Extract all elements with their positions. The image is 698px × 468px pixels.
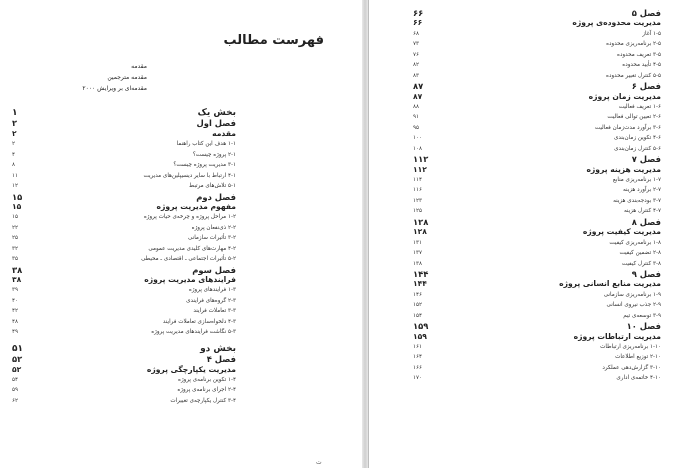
toc-section-row [369,185,698,195]
toc-entry-title: فصل اول [196,118,236,129]
toc-entry-title: مدیریت زمان پروژه [588,91,661,101]
toc-entry-title: فصل ۸ [631,216,661,227]
toc-entry-title: ۲-۹ جذب نیروی انسانی [606,302,661,309]
toc-entry-title: بخش یک [197,108,236,118]
toc-entry-title: مقدمه [212,128,236,138]
intro-list [82,61,147,95]
toc-subject-row [369,332,698,342]
toc-page-number: ۶۶ [413,8,424,18]
intro-item: مقدمه [131,63,147,70]
toc-entry-title: ۱-۴ تکوین برنامه‌ی پروژه [178,376,236,383]
toc-page-number: ۸۸ [413,103,420,110]
toc-page-number: ۱۵۹ [413,321,429,332]
toc-page-number: ۱۲ [12,183,19,190]
toc-entry-title: فصل ۷ [631,154,661,165]
toc-page-number: ۱۱۶ [413,187,423,194]
toc-entry-title: فصل دوم [196,191,236,202]
toc-chapter-row [369,269,698,279]
toc-page-number: ۷۶ [413,51,420,58]
toc-page-number: ۹۱ [413,114,420,121]
toc-section-row [369,363,698,373]
toc-subject-row [369,165,698,175]
toc-entry-title: ۱-۷ برنامه‌ریزی منابع [612,177,661,183]
toc-entry-title: بخش دو [200,343,236,354]
toc-subject-row [0,365,362,375]
toc-entry-title: ۲-۴ اجرای برنامه‌ی پروژه [177,387,236,394]
toc-page-number: ۵۴ [12,376,19,383]
toc-page-number: ۱۶۴ [413,354,423,361]
toc-entry-title: ۵-۱ تلاش‌های مرتبط [189,183,236,190]
toc-entry-title: فرایندهای مدیریت پروژه [144,275,236,284]
toc-entry-title: ۲-۳ گروه‌های فرایندی [186,297,236,304]
toc-section-row [369,60,698,70]
toc-section-row [369,290,698,300]
toc-section-row [0,181,362,191]
toc-page-number: ۱۰۰ [413,135,423,142]
toc-section-row [0,327,362,337]
toc-page-number: ۱۶۱ [413,344,423,350]
toc-page-number: ۱۲۳ [413,197,423,204]
toc-entry-title: ۱-۹ برنامه‌ریزی سازمانی [603,291,661,298]
toc-page-number: ۱۵۹ [413,331,427,341]
toc-chapter-row [369,154,698,164]
toc-page-number: ۲ [12,141,16,148]
toc-entry-title: مدیریت کیفیت پروژه [582,227,661,237]
toc-page-number: ۳۸ [12,264,23,275]
toc-page-number: ۵۲ [12,364,22,374]
toc-section-row [0,139,362,149]
toc-entry-title: ۲-۸ تضمین کیفیت [619,250,661,257]
toc-entry-title: فصل ۵ [631,8,661,18]
toc-page-number: ۶۶ [413,18,423,28]
toc-subject-row [0,202,362,212]
toc-entry-title: مدیریت هزینه پروژه [586,164,661,174]
toc-chapter-row [0,354,362,364]
toc-page-number: ۵۲ [12,354,23,365]
toc-entry-title: ۲-۵ برنامه‌ریزی محدوده [606,41,661,48]
toc-subject-row [0,129,362,139]
toc-entry-title: ۵-۵ کنترل تغییر محدوده [606,72,661,79]
toc-entry-title: فصل ۶ [631,81,661,92]
toc-entry-title: ۳-۱ مدیریت پروژه چیست؟ [173,162,236,169]
toc-page-number: ۱۵ [12,201,22,211]
toc-page-number: ۴۲ [12,308,19,315]
toc-section-row [0,171,362,181]
toc-page-number: ۱۴۴ [413,268,429,279]
toc-page-number: ۱۲۵ [413,208,423,215]
toc-page-number: ۸۳ [413,72,420,79]
toc-page-number: ۱۵۲ [413,302,423,309]
toc-section-row [369,112,698,122]
toc-subject-row [369,92,698,102]
toc-page-number: ۲ [12,128,17,138]
toc-chapter-row [0,118,362,128]
toc-entry-title: ۳-۴ کنترل یکپارچه‌ی تغییرات [170,397,236,404]
toc-page-number: ۱۱۲ [413,154,429,165]
toc-entry-title: ۴-۵ تأیید محدوده [622,62,661,69]
toc-entry-title: ۴-۲ مهارت‌های کلیدی مدیریت عمومی [148,245,236,252]
toc-section-row [369,196,698,206]
toc-page-number: ۵۱ [12,343,23,354]
toc-section-row [369,259,698,269]
toc-entry-title: مدیریت منابع انسانی پروژه [559,279,661,289]
toc-entry-title: ۲-۶ تعیین توالی فعالیت [607,114,661,121]
toc-part-row [0,344,362,354]
toc-page-number: ۸۲ [413,62,420,69]
toc-entry-title: ۴-۷ کنترل هزینه [623,208,661,215]
toc-page-number: ۱۳۱ [413,239,423,246]
toc-page-number: ۱۵۴ [413,312,423,319]
toc-section-row [0,160,362,170]
toc-section-row [0,212,362,222]
toc-entry-title: ۴-۱ ارتباط با سایر دیسیپلین‌های مدیریت [143,172,236,179]
toc-section-row [369,123,698,133]
toc-subject-row [369,18,698,28]
toc-page-number: ۱۳۷ [413,250,423,257]
toc-page-number: ۱۶۶ [413,364,423,371]
toc-entry-title: فصل ۴ [206,354,236,365]
toc-section-row [369,133,698,143]
toc-chapter-row [0,192,362,202]
toc-section-row [0,375,362,385]
toc-page-number: ۱۴۶ [413,291,423,298]
toc-page-number: ۱۱۲ [413,164,427,174]
toc-entry-title: ۱-۱ هدف این کتاب راهنما [176,141,236,148]
toc-page-number: ۱ [12,108,18,118]
toc-chapter-row [369,81,698,91]
toc-entry-title: ۱-۳ فرایندهای پروژه [188,287,236,294]
toc-entry-title: ۵-۲ تأثیرات اجتماعی ـ اقتصادی ـ محیطی [141,256,236,263]
toc-section-row [0,396,362,406]
toc-entry-title: ۵-۳ نگاشت فرایندهای مدیریت پروژه [151,329,236,336]
toc-entry-title: ۳-۱۰ گزارش‌دهی عملکرد [602,364,661,371]
toc-entry-title: ۱-۵ آغاز [642,30,661,37]
toc-entry-title: ۲-۱ پروژه چیست؟ [192,151,236,158]
toc-section-row [0,306,362,316]
toc-page-number: ۳۲ [12,245,19,252]
toc-page-number: ۱۲۸ [413,227,427,237]
toc-entry-title: فصل ۹ [631,268,661,279]
intro-item: مقدمه‌ای بر ویرایش ۲۰۰۰ [82,85,147,93]
toc-section-row [369,175,698,185]
toc-entry-title: ۳-۸ کنترل کیفیت [621,260,661,267]
toc-section-row [369,102,698,112]
toc-chapter-row [0,265,362,275]
toc-page-number: ۶۸ [413,30,420,37]
toc-section-row [369,206,698,216]
intro-item: مقدمه مترجمین [107,74,147,82]
toc-entry-title: مفهوم مدیریت پروژه [156,201,236,211]
toc-section-row [0,285,362,295]
toc-entry-title: ۵-۶ کنترل زمان‌بندی [614,145,661,152]
left-toc-list [0,108,362,406]
toc-entry-title: ۲-۱۰ توزیع اطلاعات [615,354,661,361]
toc-subject-row [369,227,698,237]
toc-page-number: ۱۱۴ [413,177,423,183]
toc-page-number: ۱۳۸ [413,260,423,267]
toc-page-number: ۱۲۸ [413,216,429,227]
toc-part-row [0,108,362,118]
toc-entry-title: مدیریت یکپارچگی پروژه [146,364,236,374]
toc-section-row [0,150,362,160]
toc-entry-title: ۴-۶ تکوین زمان‌بندی [613,135,661,142]
toc-section-row [369,300,698,310]
toc-entry-title: مدیریت ارتباطات پروژه [573,331,661,341]
toc-page-number: ۱۵ [12,191,23,202]
toc-entry-title: ۱-۱۰ برنامه‌ریزی ارتباطات [600,344,661,350]
toc-entry-title: ۱-۸ برنامه‌ریزی کیفیت [609,239,661,246]
toc-page-number: ۱۷۰ [413,375,423,382]
toc-entry-title: ۱-۲ مراحل پروژه و چرخه‌ی حیات پروژه [143,214,236,221]
toc-page-number: ۲۵ [12,235,19,242]
toc-entry-title: ۴-۱۰ خاتمه‌ی اداری [616,375,661,382]
toc-page-number: ۹۵ [413,124,420,131]
toc-section-row [0,244,362,254]
right-toc-list [369,8,698,384]
toc-entry-title: ۳-۶ برآورد مدت‌زمان فعالیت [594,124,661,131]
toc-page-number: ۱۴۴ [413,279,427,289]
toc-entry-title: ۱-۶ تعریف فعالیت [618,103,661,110]
toc-section-row [369,352,698,362]
toc-chapter-row [369,321,698,331]
toc-page-number: ۳۵ [12,256,19,263]
toc-section-row [369,248,698,258]
toc-page-number: ۷۳ [413,41,420,48]
toc-section-row [369,238,698,248]
toc-subject-row [369,279,698,289]
toc-page-number: ۵۹ [12,387,19,394]
toc-entry-title: ۳-۲ تأثیرات سازمانی [187,235,236,242]
toc-page-number: ۳۸ [12,275,22,284]
toc-section-row [0,223,362,233]
toc-entry-title: ۳-۵ تعریف محدوده [617,51,661,58]
toc-page-number: ۳۹ [12,287,19,294]
right-page [368,0,698,468]
toc-entry-title: ۳-۹ توسعه‌ی تیم [623,312,661,319]
toc-section-row [0,254,362,264]
toc-entry-title: ۲-۷ برآورد هزینه [623,187,661,194]
toc-page-number: ۸۷ [413,91,423,101]
toc-page-number: ۸ [12,162,16,169]
toc-subject-row [0,275,362,285]
toc-page-number: ۱۵ [12,214,19,221]
toc-page-number: ۶۲ [12,397,19,404]
toc-chapter-row [369,217,698,227]
toc-section-row [369,144,698,154]
toc-section-row [369,311,698,321]
toc-page-number: ۲۲ [12,224,19,231]
toc-section-row [369,50,698,60]
toc-entry-title: فصل سوم [192,264,236,275]
toc-page-number: ۴۸ [12,318,19,325]
toc-entry-title: ۴-۳ دلخواه‌سازی تعاملات فرایند [162,318,236,325]
toc-entry-title: مدیریت محدوده‌ی پروژه [572,18,661,28]
page-mark: ت [316,459,322,466]
toc-section-row [0,317,362,327]
toc-entry-title: فصل ۱۰ [626,321,661,332]
toc-page-number: ۱۱ [12,172,19,179]
toc-section-row [0,233,362,243]
toc-entry-title: ۲-۲ ذی‌نفعان پروژه [191,224,236,231]
toc-section-row [369,342,698,352]
toc-section-row [369,71,698,81]
toc-page-number: ۸۷ [413,81,424,92]
toc-chapter-row [369,8,698,18]
toc-section-row [369,39,698,49]
toc-page-number: ۴ [12,151,16,158]
toc-section-row [369,373,698,383]
toc-page-number: ۲ [12,118,18,129]
toc-page-number: ۱۰۸ [413,145,423,152]
page-title: فهرست مطالب [223,33,324,48]
toc-entry-title: ۳-۷ بودجه‌بندی هزینه [613,197,661,204]
toc-entry-title: ۳-۳ تعاملات فرایند [193,308,236,315]
toc-page-number: ۴۹ [12,329,19,336]
toc-page-number: ۴۰ [12,297,19,304]
toc-section-row [369,29,698,39]
toc-section-row [0,296,362,306]
toc-section-row [0,385,362,395]
